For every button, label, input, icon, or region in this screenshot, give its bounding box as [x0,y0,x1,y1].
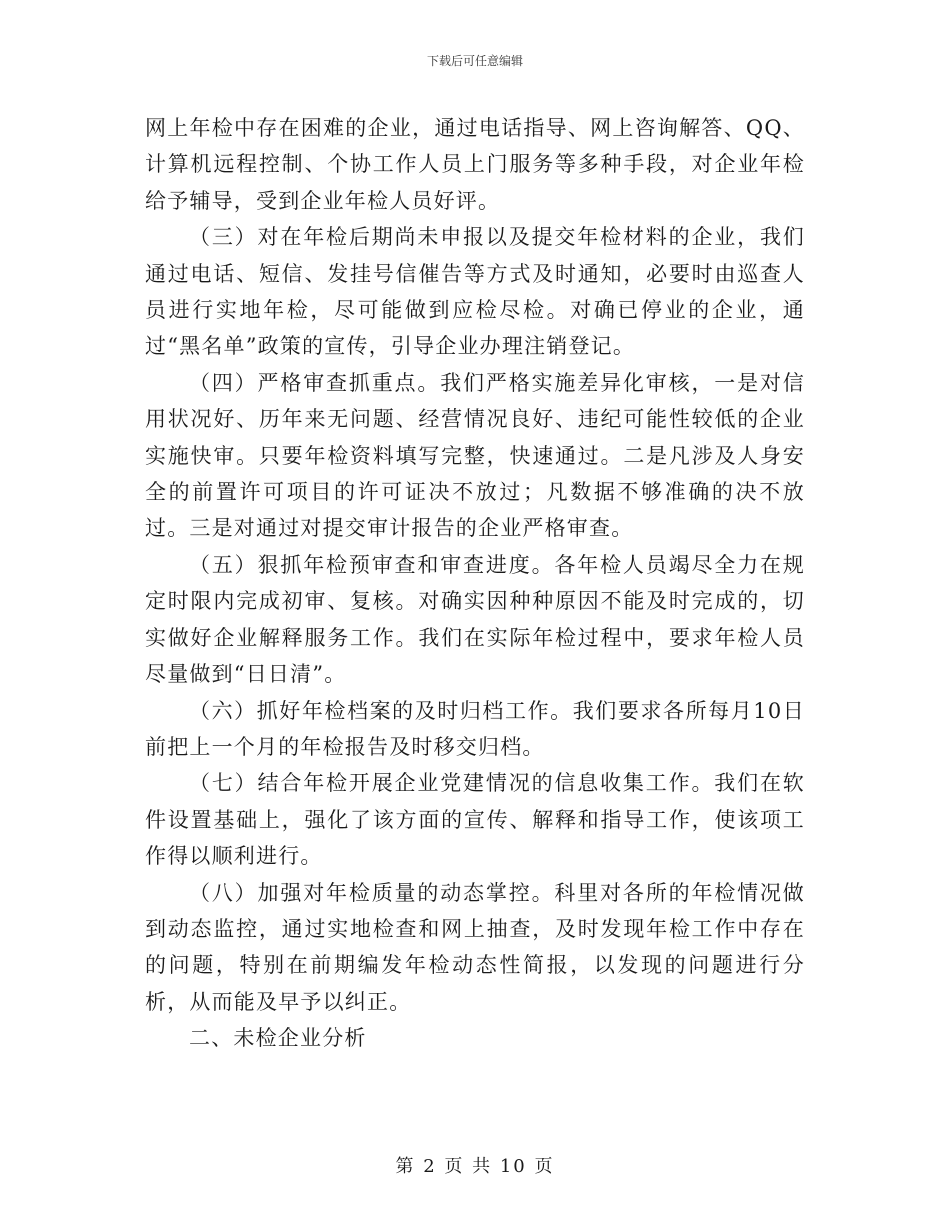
document-body [145,110,805,1057]
paragraph-2: （三）对在年检后期尚未申报以及提交年检材料的企业，我们通过电话、短信、发挂号信催告等方式及时通知，必要时由巡查人员进行实地年检，尽可能做到应检尽检。对确已停业的企业，通过“黑名单”政策的宣传，引导企业办理注销登记。 [145,225,805,359]
paragraph-4: （五）狠抓年检预审查和审查进度。各年检人员竭尽全力在规定时限内完成初审、复核。对确实因种种原因不能及时完成的，切实做好企业解释服务工作。我们在实际年检过程中，要求年检人员尽量做到“日日清”。 [145,552,805,687]
paragraph-1: 网上年检中存在困难的企业，通过电话指导、网上咨询解答、QQ、计算机远程控制、个协工作人员上门服务等多种手段，对企业年检给予辅导，受到企业年检人员好评。 [145,116,805,213]
header-note: 下载后可任意编辑 [426,54,523,68]
section-heading: 二、未检企业分析 [189,1026,367,1051]
paragraph-5: （六）抓好年检档案的及时归档工作。我们要求各所每月10日前把上一个月的年检报告及时移交归档。 [145,698,805,759]
page-footer: 第 2 页 共 10 页 [395,1156,555,1177]
paragraph-6: （七）结合年检开展企业党建情况的信息收集工作。我们在软件设置基础上，强化了该方面的宣传、解释和指导工作，使该项工作得以顺利进行。 [145,771,805,869]
paragraph-3: （四）严格审查抓重点。我们严格实施差异化审核，一是对信用状况好、历年来无问题、经营情况良好、违纪可能性较低的企业实施快审。只要年检资料填写完整，快速通过。二是凡涉及人身安全的前置许可项目的许可证决不放过；凡数据不够准确的决不放过。三是对通过对提交审计报告的企业严格审查。 [145,370,805,541]
paragraph-7: （八）加强对年检质量的动态掌控。科里对各所的年检情况做到动态监控，通过实地检查和网上抽查，及时发现年检工作中存在的问题，特别在前期编发年检动态性简报，以发现的问题进行分析，从而能及早予以纠正。 [145,880,805,1014]
